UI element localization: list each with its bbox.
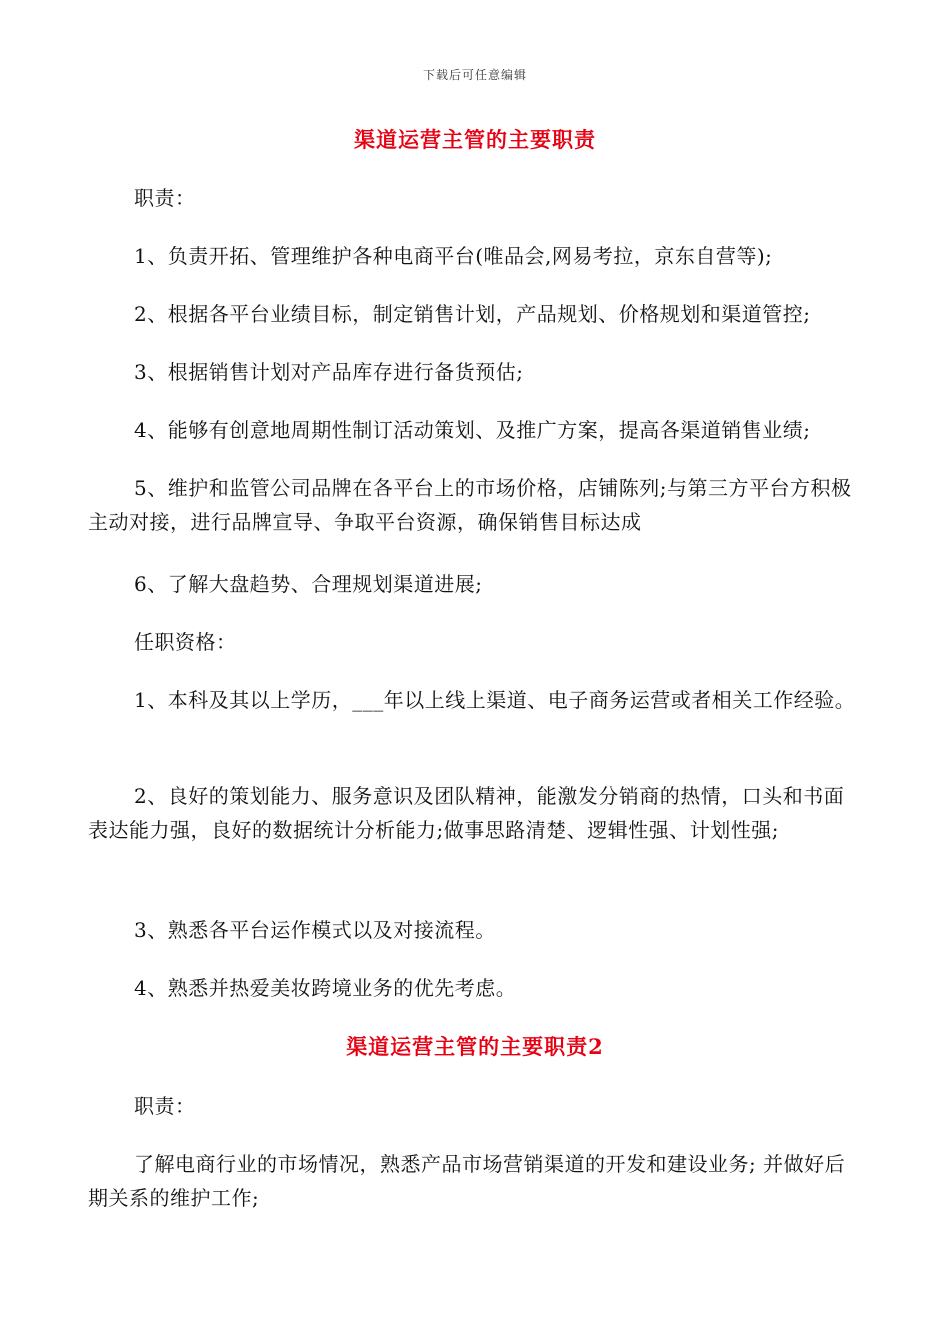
duty-item: 4、能够有创意地周期性制订活动策划、及推广方案，提高各渠道销售业绩; [134, 418, 811, 442]
duty-item: 5、维护和监管公司品牌在各平台上的市场价格，店铺陈列;与第三方平台方积极主动对接，进行品牌宣导、争取平台资源，确保销售目标达成 [88, 476, 852, 534]
qualification-item: 3、熟悉各平台运作模式以及对接流程。 [134, 918, 496, 942]
header-note: 下载后可任意编辑 [422, 68, 527, 82]
section-title-2: 渠道运营主管的主要职责2 [346, 1034, 604, 1059]
duty-item: 1、负责开拓、管理维护各种电商平台(唯品会,网易考拉，京东自营等); [134, 244, 773, 268]
qualification-item: 2、良好的策划能力、服务意识及团队精神，能激发分销商的热情，口头和书面表达能力强，良好的数据统计分析能力;做事思路清楚、逻辑性强、计划性强; [88, 784, 845, 842]
duty-item-2: 了解电商行业的市场情况，熟悉产品市场营销渠道的开发和建设业务; 并做好后期关系的维护工作; [88, 1152, 846, 1210]
qualification-item: 1、本科及其以上学历，___年以上线上渠道、电子商务运营或者相关工作经验。 [134, 688, 856, 712]
duty-item: 6、了解大盘趋势、合理规划渠道进展; [134, 572, 483, 596]
duty-item: 2、根据各平台业绩目标，制定销售计划，产品规划、价格规划和渠道管控; [134, 302, 811, 326]
duties-heading: 职责： [134, 186, 196, 210]
duty-item: 3、根据销售计划对产品库存进行备货预估; [134, 360, 524, 384]
qualifications-heading: 任职资格： [134, 630, 237, 654]
qualification-item: 4、熟悉并热爱美妆跨境业务的优先考虑。 [134, 976, 517, 1000]
duties-heading-2: 职责： [134, 1094, 196, 1118]
section-title: 渠道运营主管的主要职责 [354, 127, 596, 152]
